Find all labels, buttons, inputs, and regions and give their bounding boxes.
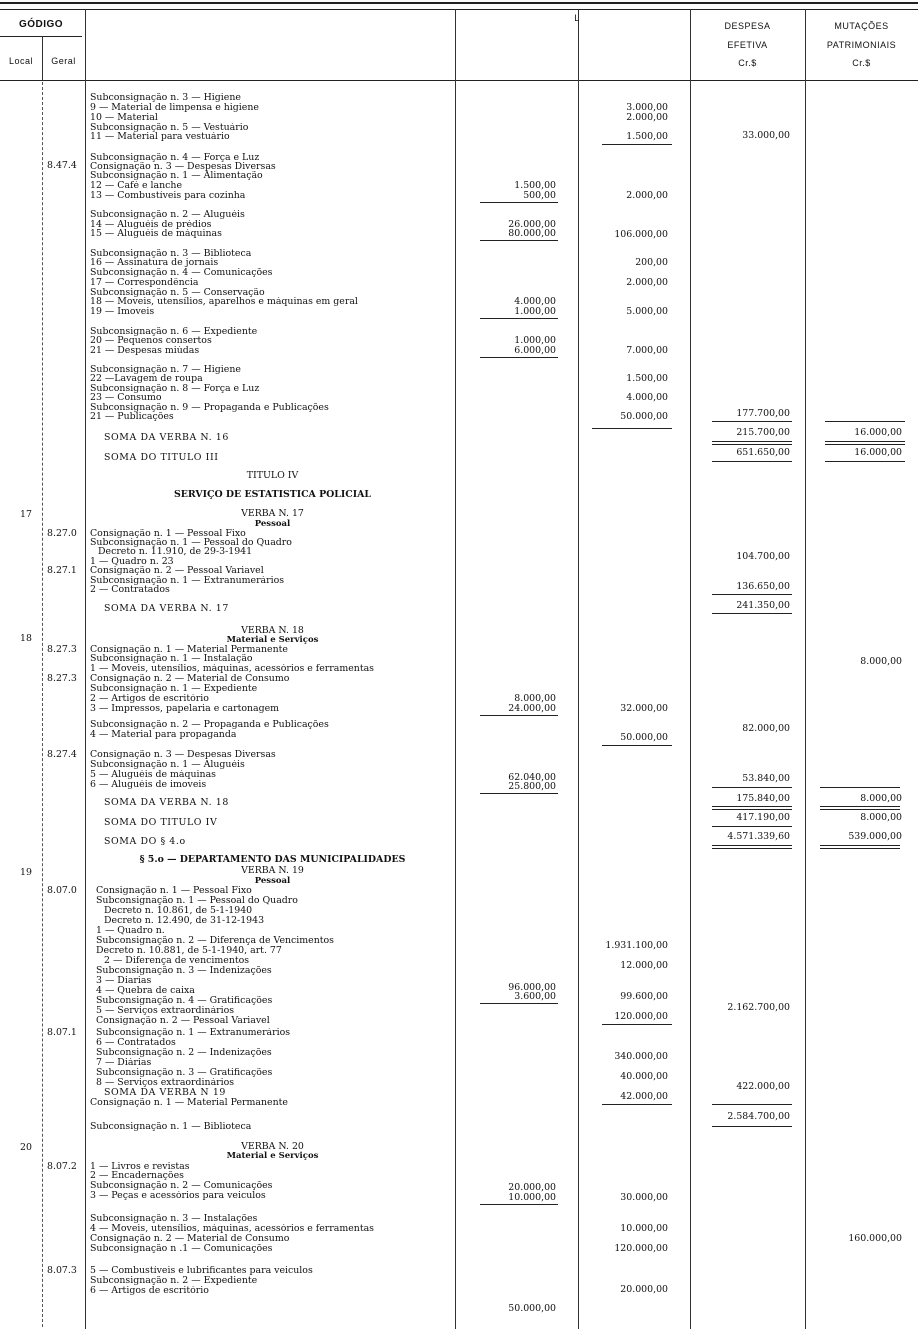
col1-value: 500,00 bbox=[523, 190, 556, 201]
col2-value: 42.000,00 bbox=[620, 1091, 668, 1102]
despesa-underline bbox=[712, 594, 792, 595]
col2-value: 1.500,00 bbox=[626, 131, 668, 142]
col1-value: 4.000,00 bbox=[514, 296, 556, 307]
col2-underline bbox=[602, 745, 672, 746]
col2-value: 1.500,00 bbox=[626, 373, 668, 384]
col2-value: 3.000,00 bbox=[626, 102, 668, 113]
codigo-header: GÓDIGO bbox=[18, 19, 64, 30]
mutacoes-underline bbox=[825, 461, 905, 462]
budget-line: Subconsignação n. 9 — Propaganda e Publicações bbox=[90, 403, 329, 413]
budget-line: 1 — Quadro n. bbox=[96, 926, 165, 936]
budget-line: Consignação n. 1 — Pessoal Fixo bbox=[90, 529, 246, 539]
top-rule-2 bbox=[0, 9, 918, 10]
geral-code: 8.27.3 bbox=[47, 673, 77, 684]
despesa-value: 2.162.700,00 bbox=[727, 1002, 790, 1013]
budget-line: Subconsignação n. 1 — Extranumerários bbox=[90, 576, 285, 586]
budget-line: 5 — Serviços extraordinários bbox=[96, 1006, 235, 1016]
despesa-underline bbox=[712, 826, 792, 827]
pessoal-17-heading: Pessoal bbox=[254, 519, 291, 529]
col1-value: 24.000,00 bbox=[508, 703, 556, 714]
budget-line: Subconsignação n. 8 — Força e Luz bbox=[90, 384, 260, 394]
col1-value: 26.000,00 bbox=[508, 219, 556, 230]
mutacoes-header-3: Cr.$ bbox=[852, 58, 871, 68]
budget-line: 9 — Material de limpensa e higiene bbox=[90, 103, 259, 113]
titulo-iv-heading: TITULO IV bbox=[246, 470, 299, 481]
despesa-double-underline bbox=[712, 441, 792, 445]
l-mark: L bbox=[574, 13, 580, 23]
mutacoes-value: 16.000,00 bbox=[854, 447, 902, 458]
budget-line: Subconsignação n. 5 — Vestuário bbox=[90, 123, 249, 133]
geral-code: 8.07.1 bbox=[47, 1027, 77, 1038]
budget-line: 22 —Lavagem de roupa bbox=[90, 374, 203, 384]
col2-value: 340.000,00 bbox=[614, 1051, 668, 1062]
mutacoes-double-underline bbox=[820, 806, 900, 810]
col1-value: 80.000,00 bbox=[508, 228, 556, 239]
despesa-value: 175.840,00 bbox=[736, 793, 790, 804]
despesa-header-2: EFETIVA bbox=[727, 40, 768, 50]
budget-line: 11 — Material para vestuário bbox=[90, 132, 230, 142]
geral-code: 8.27.1 bbox=[47, 565, 77, 576]
budget-line: 3 — Impressos, papelaria e cartonagem bbox=[90, 704, 280, 714]
local-code: 18 bbox=[20, 633, 32, 644]
budget-line: 6 — Aluguéis de imoveis bbox=[90, 780, 207, 790]
budget-line: Subconsignação n. 1 — Pessoal do Quadro bbox=[90, 538, 292, 548]
col1-underline bbox=[480, 318, 558, 319]
local-code: 20 bbox=[20, 1142, 32, 1153]
despesa-value: 422.000,00 bbox=[736, 1081, 790, 1092]
despesa-value: 104.700,00 bbox=[736, 551, 790, 562]
budget-line: Subconsignação n. 3 — Indenizações bbox=[96, 966, 272, 976]
budget-line: 2 — Contratados bbox=[90, 585, 170, 595]
budget-line: Subconsignação n. 1 — Expediente bbox=[90, 684, 258, 694]
despesa-underline bbox=[712, 1126, 792, 1127]
col-divider-despesa bbox=[805, 9, 806, 1329]
despesa-underline bbox=[712, 613, 792, 614]
budget-line: 17 — Correspondência bbox=[90, 278, 199, 288]
mutacoes-header-2: PATRIMONIAIS bbox=[826, 40, 897, 50]
local-header: Local bbox=[8, 56, 33, 66]
budget-line: Subconsignação n .1 — Comunicações bbox=[90, 1244, 273, 1254]
budget-line: 1 — Livros e revistas bbox=[90, 1162, 190, 1172]
col1-value: 10.000,00 bbox=[508, 1192, 556, 1203]
budget-line: Subconsignação n. 1 — Instalação bbox=[90, 654, 253, 664]
geral-code: 8.07.0 bbox=[47, 885, 77, 896]
mutacoes-double-underline bbox=[825, 441, 905, 445]
col-divider-desc bbox=[455, 9, 456, 1329]
codigo-split-rule bbox=[0, 36, 82, 37]
budget-line: 16 — Assinatura de jornais bbox=[90, 258, 219, 268]
despesa-underline bbox=[712, 1104, 792, 1105]
soma-line: SOMA DA VERBA N. 17 bbox=[104, 604, 229, 614]
mutacoes-value: 8.000,00 bbox=[860, 656, 902, 667]
mutacoes-header-1: MUTAÇÕES bbox=[834, 21, 889, 31]
budget-line: Decreto n. 10.861, de 5-1-1940 bbox=[104, 906, 253, 916]
soma-line: SOMA DO TITULO III bbox=[104, 453, 219, 463]
budget-line: 10 — Material bbox=[90, 113, 158, 123]
col1-underline bbox=[480, 357, 558, 358]
despesa-value: 82.000,00 bbox=[742, 723, 790, 734]
soma-line: SOMA DA VERBA N. 18 bbox=[104, 798, 229, 808]
budget-line: 5 — Combustíveis e lubrificantes para veiculos bbox=[90, 1266, 313, 1276]
despesa-value: 417.190,00 bbox=[736, 812, 790, 823]
verba-20-heading: VERBA N. 20 bbox=[241, 1141, 304, 1152]
col2-value: 50.000,00 bbox=[620, 732, 668, 743]
despesa-value: 33.000,00 bbox=[742, 130, 790, 141]
budget-line: Decreto n. 10.881, de 5-1-1940, art. 77 bbox=[96, 946, 282, 956]
col-divider-geral bbox=[85, 9, 86, 1329]
budget-line: 4 — Material para propaganda bbox=[90, 730, 237, 740]
despesa-underline bbox=[712, 461, 792, 462]
despesa-value: 4.571.339,60 bbox=[727, 831, 790, 842]
col1-value: 8.000,00 bbox=[514, 693, 556, 704]
budget-line: Consignação n. 2 — Pessoal Variavel bbox=[90, 566, 264, 576]
budget-line: Subconsignação n. 1 — Biblioteca bbox=[90, 1122, 252, 1132]
budget-line: 2 — Diferença de vencimentos bbox=[104, 956, 250, 966]
col1-value: 96.000,00 bbox=[508, 982, 556, 993]
geral-code: 8.27.0 bbox=[47, 528, 77, 539]
col1-underline bbox=[480, 1204, 558, 1205]
top-rule bbox=[0, 2, 918, 4]
budget-line: Subconsignação n. 1 — Pessoal do Quadro bbox=[96, 896, 298, 906]
budget-line: 12 — Café e lanche bbox=[90, 181, 183, 191]
departamento-heading: § 5.o — DEPARTAMENTO DAS MUNICIPALIDADES bbox=[139, 854, 406, 865]
mutacoes-underline bbox=[820, 787, 900, 788]
col1-value: 1.000,00 bbox=[514, 306, 556, 317]
local-code: 19 bbox=[20, 867, 32, 878]
budget-line: 4 — Quebra de caixa bbox=[96, 986, 195, 996]
col1-value: 50.000,00 bbox=[508, 1303, 556, 1314]
budget-line: 19 — Imoveis bbox=[90, 307, 155, 317]
geral-code: 8.07.3 bbox=[47, 1265, 77, 1276]
budget-line: Subconsignação n. 4 — Força e Luz bbox=[90, 153, 260, 163]
budget-line: 15 — Aluguéis de máquinas bbox=[90, 229, 222, 239]
col2-value: 50.000,00 bbox=[620, 411, 668, 422]
budget-line: Subconsignação n. 2 — Indenizações bbox=[96, 1048, 272, 1058]
budget-line: Consignação n. 2 — Material de Consumo bbox=[90, 674, 290, 684]
budget-line: Subconsignação n. 7 — Higiene bbox=[90, 365, 241, 375]
despesa-value: 215.700,00 bbox=[736, 427, 790, 438]
col1-underline bbox=[480, 202, 558, 203]
col1-value: 25.800,00 bbox=[508, 781, 556, 792]
col1-underline bbox=[480, 715, 558, 716]
budget-line: 6 — Artigos de escritório bbox=[90, 1286, 209, 1296]
col-divider-local-body bbox=[42, 82, 43, 1327]
budget-line: 21 — Despesas miúdas bbox=[90, 346, 200, 356]
col1-value: 6.000,00 bbox=[514, 345, 556, 356]
despesa-underline bbox=[712, 421, 792, 422]
mutacoes-value: 8.000,00 bbox=[860, 812, 902, 823]
budget-line: Consignação n. 3 — Despesas Diversas bbox=[90, 162, 276, 172]
budget-line: 5 — Aluguéis de máquinas bbox=[90, 770, 216, 780]
budget-line: 3 — Peças e acessórios para veiculos bbox=[90, 1191, 266, 1201]
col2-value: 120.000,00 bbox=[614, 1243, 668, 1254]
material-18-heading: Material e Serviços bbox=[226, 635, 319, 645]
mutacoes-value: 16.000,00 bbox=[854, 427, 902, 438]
col2-value: 30.000,00 bbox=[620, 1192, 668, 1203]
verba-18-heading: VERBA N. 18 bbox=[241, 625, 304, 636]
material-20-heading: Material e Serviços bbox=[226, 1151, 319, 1161]
col1-value: 62.040,00 bbox=[508, 772, 556, 783]
budget-line: Decreto n. 11.910, de 29-3-1941 bbox=[98, 547, 253, 557]
budget-line: Consignação n. 2 — Material de Consumo bbox=[90, 1234, 290, 1244]
budget-line: Subconsignação n. 2 — Diferença de Vencimentos bbox=[96, 936, 334, 946]
mutacoes-value: 8.000,00 bbox=[860, 793, 902, 804]
budget-line: Subconsignação n. 1 — Aluguéis bbox=[90, 760, 245, 770]
budget-line: 13 — Combustíveis para cozinha bbox=[90, 191, 246, 201]
despesa-underline bbox=[712, 787, 792, 788]
geral-code: 8.47.4 bbox=[47, 160, 77, 171]
geral-code: 8.27.4 bbox=[47, 749, 77, 760]
mutacoes-value: 539.000,00 bbox=[848, 831, 902, 842]
geral-code: 8.27.3 bbox=[47, 644, 77, 655]
budget-line: Subconsignação n. 3 — Gratificações bbox=[96, 1068, 273, 1078]
col2-underline bbox=[592, 428, 672, 429]
budget-line: 1 — Quadro n. 23 bbox=[90, 557, 174, 567]
col2-value: 2.000,00 bbox=[626, 112, 668, 123]
servico-heading: SERVIÇO DE ESTATISTICA POLICIAL bbox=[173, 489, 371, 500]
budget-line: Subconsignação n. 2 — Propaganda e Publicações bbox=[90, 720, 329, 730]
budget-line: Subconsignação n. 1 — Alimentação bbox=[90, 171, 263, 181]
header-bottom-rule bbox=[0, 80, 918, 81]
despesa-value: 177.700,00 bbox=[736, 408, 790, 419]
budget-line: 4 — Moveis, utensílios, máquinas, acessórios e ferramentas bbox=[90, 1224, 374, 1234]
col2-value: 200,00 bbox=[635, 257, 668, 268]
budget-line: 1 — Moveis, utensílios, máquinas, acessórios e ferramentas bbox=[90, 664, 374, 674]
mutacoes-underline bbox=[825, 421, 905, 422]
col1-value: 3.600,00 bbox=[514, 991, 556, 1002]
col2-value: 40.000,00 bbox=[620, 1071, 668, 1082]
col2-value: 4.000,00 bbox=[626, 392, 668, 403]
budget-line: 6 — Contratados bbox=[96, 1038, 176, 1048]
budget-line: Consignação n. 2 — Pessoal Variavel bbox=[96, 1016, 270, 1026]
geral-header: Geral bbox=[51, 56, 76, 66]
despesa-value: 2.584.700,00 bbox=[727, 1111, 790, 1122]
despesa-header-3: Cr.$ bbox=[738, 58, 757, 68]
col2-value: 120.000,00 bbox=[614, 1011, 668, 1022]
col2-value: 2.000,00 bbox=[626, 190, 668, 201]
budget-line: Subconsignação n. 3 — Biblioteca bbox=[90, 249, 252, 259]
budget-line: Subconsignação n. 2 — Expediente bbox=[90, 1276, 258, 1286]
despesa-header-1: DESPESA bbox=[724, 21, 771, 31]
budget-line: 18 — Moveis, utensílios, aparelhos e máquinas em geral bbox=[90, 297, 358, 307]
budget-line: Subconsignação n. 3 — Instalações bbox=[90, 1214, 258, 1224]
soma-line: SOMA DO TITULO IV bbox=[104, 818, 218, 828]
soma-line: SOMA DA VERBA N 19 bbox=[104, 1088, 226, 1098]
col2-value: 99.600,00 bbox=[620, 991, 668, 1002]
col1-underline bbox=[480, 793, 558, 794]
despesa-value: 651.650,00 bbox=[736, 447, 790, 458]
col2-value: 10.000,00 bbox=[620, 1223, 668, 1234]
verba-19-heading: VERBA N. 19 bbox=[241, 865, 304, 876]
budget-line: 20 — Pequenos consertos bbox=[90, 336, 212, 346]
budget-line: Subconsignação n. 1 — Extranumerários bbox=[96, 1028, 291, 1038]
budget-line: 7 — Diárias bbox=[96, 1058, 152, 1068]
budget-line: Subconsignação n. 2 — Comunicações bbox=[90, 1181, 273, 1191]
col2-value: 7.000,00 bbox=[626, 345, 668, 356]
mutacoes-value: 160.000,00 bbox=[848, 1233, 902, 1244]
budget-line: Subconsignação n. 4 — Gratificações bbox=[96, 996, 273, 1006]
despesa-value: 53.840,00 bbox=[742, 773, 790, 784]
soma-line: SOMA DA VERBA N. 16 bbox=[104, 433, 229, 443]
despesa-value: 136.650,00 bbox=[736, 581, 790, 592]
local-code: 17 bbox=[20, 509, 32, 520]
budget-line: Consignação n. 1 — Material Permanente bbox=[90, 1098, 288, 1108]
budget-line: Subconsignação n. 3 — Higiene bbox=[90, 93, 241, 103]
despesa-value: 241.350,00 bbox=[736, 600, 790, 611]
col2-underline bbox=[602, 1024, 672, 1025]
budget-line: 2 — Artigos de escritório bbox=[90, 694, 209, 704]
budget-line: Consignação n. 1 — Material Permanente bbox=[90, 645, 288, 655]
despesa-double-underline bbox=[712, 806, 792, 810]
budget-line: Subconsignação n. 4 — Comunicações bbox=[90, 268, 273, 278]
budget-line: Decreto n. 12.490, de 31-12-1943 bbox=[104, 916, 265, 926]
budget-line: 2 — Encadernações bbox=[90, 1171, 184, 1181]
col-divider-val1 bbox=[578, 9, 579, 1329]
budget-line: 23 — Consumo bbox=[90, 393, 162, 403]
budget-line: 21 — Publicações bbox=[90, 412, 174, 422]
budget-line: Consignação n. 1 — Pessoal Fixo bbox=[96, 886, 252, 896]
col2-value: 20.000,00 bbox=[620, 1284, 668, 1295]
despesa-double-underline bbox=[712, 845, 792, 849]
budget-line: Subconsignação n. 2 — Aluguéis bbox=[90, 210, 245, 220]
col1-underline bbox=[480, 240, 558, 241]
col2-value: 32.000,00 bbox=[620, 703, 668, 714]
col2-value: 12.000,00 bbox=[620, 960, 668, 971]
budget-line: Consignação n. 3 — Despesas Diversas bbox=[90, 750, 276, 760]
col2-underline bbox=[602, 1104, 672, 1105]
col1-value: 20.000,00 bbox=[508, 1182, 556, 1193]
col2-value: 106.000,00 bbox=[614, 229, 668, 240]
col1-value: 1.000,00 bbox=[514, 335, 556, 346]
col2-underline bbox=[602, 144, 672, 145]
col2-value: 1.931.100,00 bbox=[605, 940, 668, 951]
budget-line: 3 — Diarias bbox=[96, 976, 152, 986]
mutacoes-double-underline bbox=[820, 845, 900, 849]
col1-value: 1.500,00 bbox=[514, 180, 556, 191]
col2-value: 5.000,00 bbox=[626, 306, 668, 317]
soma-line: SOMA DO § 4.o bbox=[104, 837, 186, 847]
budget-line: 8 — Serviços extraordinários bbox=[96, 1078, 235, 1088]
budget-line: Subconsignação n. 6 — Expediente bbox=[90, 327, 258, 337]
pessoal-19-heading: Pessoal bbox=[254, 876, 291, 886]
budget-line: Subconsignação n. 5 — Conservação bbox=[90, 288, 265, 298]
geral-code: 8.07.2 bbox=[47, 1161, 77, 1172]
col1-underline bbox=[480, 1003, 558, 1004]
col2-value: 2.000,00 bbox=[626, 277, 668, 288]
verba-17-heading: VERBA N. 17 bbox=[241, 508, 304, 519]
col-divider-val2 bbox=[690, 9, 691, 1329]
budget-line: 14 — Aluguéis de prédios bbox=[90, 220, 212, 230]
